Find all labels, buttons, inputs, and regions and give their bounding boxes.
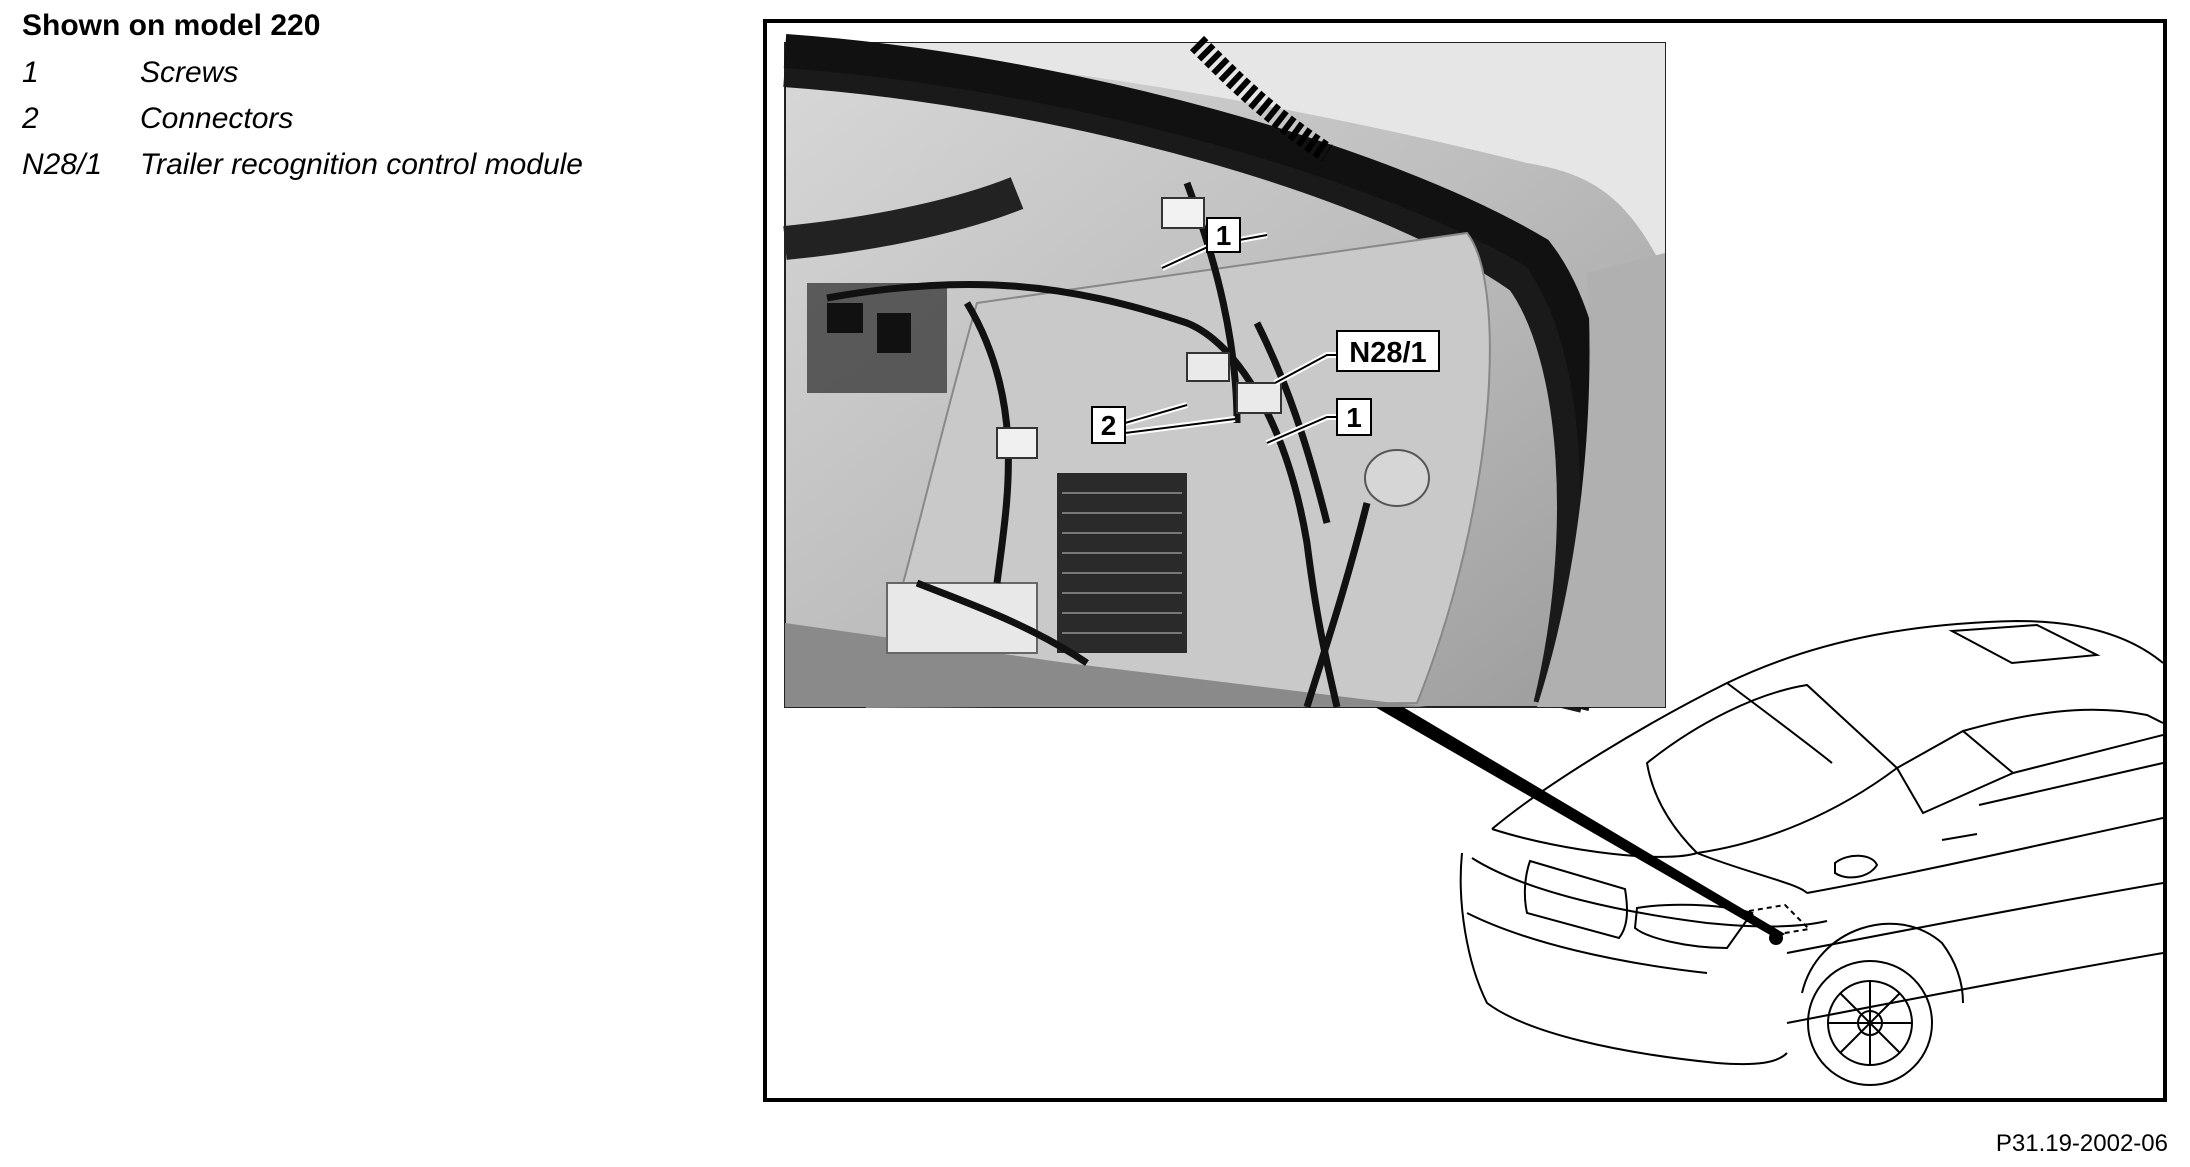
callout-label: 1 <box>1346 402 1362 433</box>
figure-reference-id: P31.19-2002-06 <box>1995 1130 2168 1157</box>
legend-item <box>22 96 722 142</box>
legend-item <box>22 50 722 96</box>
legend <box>22 6 722 188</box>
legend-key: N28/1 <box>22 148 103 181</box>
legend-description: Trailer recognition control module <box>140 148 583 181</box>
module-location-dot <box>1769 931 1783 945</box>
locator-pointer <box>1375 707 1785 939</box>
legend-description: Connectors <box>140 102 294 135</box>
figure-frame <box>763 19 2167 1102</box>
callout-label: 2 <box>1100 410 1117 441</box>
callout-label: N28/1 <box>1349 337 1427 369</box>
trunk-photo <box>785 43 1665 707</box>
callout-label: 1 <box>1215 220 1232 251</box>
figure-illustration <box>767 23 2163 1098</box>
legend-key: 1 <box>22 56 39 89</box>
legend-item <box>22 142 722 188</box>
legend-description: Screws <box>140 56 239 89</box>
legend-key: 2 <box>22 102 39 135</box>
legend-title: Shown on model 220 <box>22 9 321 42</box>
